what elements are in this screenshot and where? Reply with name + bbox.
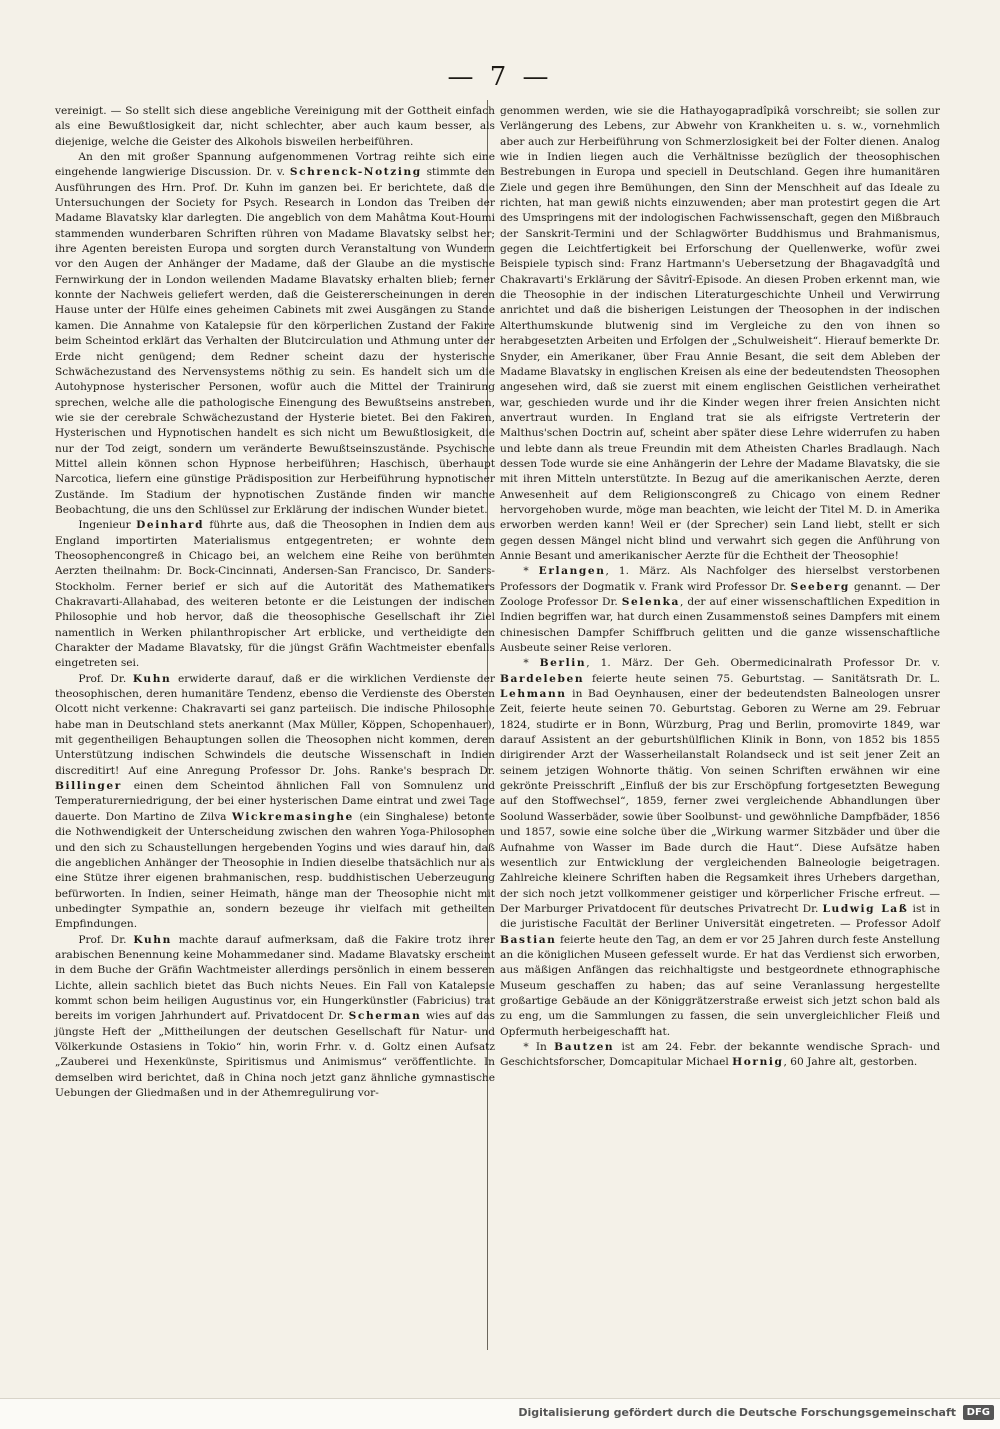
spaced-name: Erlangen (538, 565, 606, 578)
text-run: feierte heute den Tag, an dem er vor 25 Jahren durch feste Anstellung an die königlichen Museen gefesselt wurde. Er hat das Verdienst sich erworben, aus mäßigen Anfängen das reichhaltigste und bestgeordnete ethnographische Museum geschaffen zu haben; das auf seine Veranlassung hergestellte großartige Gebäude an der Königgrätzerstraße erweist sich jetzt schon bald als zu eng, um die Sammlungen zu fassen, die sein unvergleichlicher Fleiß und Opfermuth herbeigeschafft hat. (500, 933, 940, 1038)
text-run: Prof. Dr. (78, 933, 134, 946)
footer-credit: Digitalisierung gefördert durch die Deutsche Forschungsgemeinschaft (518, 1406, 956, 1419)
paragraph (500, 656, 940, 1040)
spaced-name: Schrenck-Notzing (289, 166, 422, 179)
text-run: wies auf das jüngste Heft der „Mittheilungen der deutschen Gesellschaft für Natur- und Völkerkunde Ostasiens in Tokio“ hin, worin Frhr. v. d. Goltz einen Aufsatz „Zauberei und Hexenkünste, Spiritismus und Animismus“ veröffentlichte. In demselben wird berichtet, daß in China noch jetzt ganz ähnliche gymnastische Uebungen der Gliedmaßen und in der Athemregulirung vor- (55, 1010, 495, 1099)
spaced-name: Selenka (621, 596, 680, 608)
text-run: vereinigt. — So stellt sich diese angebliche Vereinigung mit der Gottheit einfach als eine Bewußtlosigkeit dar, nicht schlechter, aber auch kaum besser, als diejenige, welche die Geister des Alkohols bisweilen herbeiführen. (55, 105, 495, 148)
paragraph (55, 672, 495, 933)
text-run: * (523, 565, 539, 578)
text-run: * (523, 657, 540, 670)
left-column (55, 104, 495, 1101)
paragraph (55, 933, 495, 1102)
spaced-name: Ludwig Laß (822, 902, 909, 915)
spaced-name: Bastian (500, 933, 557, 946)
right-column (500, 104, 940, 1071)
page-number: — 7 — (447, 62, 553, 92)
text-run: feierte heute seinen 75. Geburtstag. — Sanitätsrath Dr. L. (584, 672, 940, 685)
paragraph (500, 1040, 940, 1071)
spaced-name: Berlin (539, 657, 587, 670)
spaced-name: Seeberg (790, 580, 850, 593)
text-run: genommen werden, wie sie die Hathayogapradîpikâ vorschreibt; sie sollen zur Verlängerung des Lebens, zur Abwehr von Krankheiten u. s. w., vornehmlich aber auch zur Herbeiführung von Schmerzlosigkeit bei der Folter dienen. Analog wie in Indien liegen auch die Verhältnisse bezüglich der theosophischen Bestrebungen in Europa und speciell in Deutschland. Gegen ihre humanitären Ziele und gegen ihre Bemühungen, den Sinn der Menschheit auf das Ideale zu richten, hat man gewiß nichts einzuwenden; aber man protestirt gegen die Art des Umspringens mit der indologischen Fachwissenschaft, gegen den Mißbrauch der Sanskrit-Termini und der Schlagwörter Buddhismus und Brahmanismus, gegen die Leichtfertigkeit bei Erforschung der Quellenwerke, wofür zwei Beispiele typisch sind: Franz Hartmann's Uebersetzung der Bhagavadgîtâ und Chakravarti's Erklärung der Sâvitrî-Episode. An diesen Proben erkennt man, wie die Theosophie in der indischen Literaturgeschichte Unheil und Verwirrung anrichtet und daß die bisherigen Leistungen der Theosophen in der indischen Alterthumskunde blutwenig sind im Vergleiche zu den von ihnen so herabgesetzten Arbeiten und Erfolgen der „Schulweisheit“. Hierauf bemerkte Dr. Snyder, ein Amerikaner, über Frau Annie Besant, die seit dem Ableben der Madame Blavatsky in englischen Kreisen als eine der bedeutendsten Theosophen angesehen wird, daß sie zuerst mit einem englischen Geistlichen verheirathet war, geschieden wurde und ihr die Kinder wegen ihrer freien Ansichten nicht anvertraut wurden. In England trat sie als eifrigste Vertreterin der Malthus'schen Doctrin auf, scheint aber später diese Lehre widerrufen zu haben und lebte dann als treue Freundin mit dem Atheisten Charles Bradlaugh. Nach dessen Tode wurde sie eine Anhängerin der Lehre der Madame Blavatsky, die sie mit ihren Mitteln unterstützte. In Bezug auf die amerikanischen Aerzte, deren Anwesenheit auf dem Religionscongreß zu Chicago von einem Redner hervorgehoben wurde, möge man beachten, wie leicht der Titel M. D. in Amerika erworben werden kann! Weil er (der Sprecher) sein Land liebt, stellt er sich gegen dessen Mängel nicht blind und verwahrt sich gegen die Anführung von Annie Besant und amerikanischer Aerzte für die Echtheit der Theosophie! (500, 105, 940, 562)
text-run: (ein Singhalese) betonte die Nothwendigkeit der Unterscheidung zwischen den wahren Yoga-Philosophen und den sich zu Schaustellungen hergebenden Yogins und wies darauf hin, daß die angeblichen Anhänger der Theosophie in Indien dieselbe thatsächlich nur als eine Stütze ihrer eigenen brahmanischen, resp. buddhistischen Ueberzeugung befürworten. In Indien, seiner Heimath, hänge man der Theosophie nicht mit unbedingter Sympathie an, sondern bezeuge ihr vielfach mit getheilten Empfindungen. (55, 810, 495, 931)
text-run: Ingenieur (78, 519, 137, 532)
spaced-name: Bautzen (554, 1040, 615, 1053)
footer-bar (0, 1398, 1000, 1429)
text-run: An den mit großer Spannung aufgenommenen Vortrag reihte sich eine eingehende langwierige Discussion. Dr. v. (55, 151, 495, 179)
paragraph (500, 104, 940, 564)
text-run: ist in die juristische Facultät der Berliner Universität eingetreten. — Professor Adolf (500, 902, 940, 931)
text-run: genannt. — Der Zoologe Professor Dr. (500, 580, 941, 608)
text-run: , der auf einer wissenschaftlichen Expedition in Indien begriffen war, hat durch einen Zusammenstoß seines Dampfers mit einem chinesischen Dampfer Schiffbruch gelitten und die ganze wissenschaftliche Ausbeute seiner Reise verloren. (500, 596, 940, 655)
paragraph (55, 104, 495, 150)
spaced-name: Kuhn (133, 933, 172, 946)
text-run: , 1. März. Der Geh. Obermedicinalrath Professor Dr. v. (586, 657, 940, 670)
text-run: , 60 Jahre alt, gestorben. (783, 1056, 918, 1069)
text-run: * In (523, 1040, 555, 1053)
text-run: , 1. März. Als Nachfolger des hierselbst verstorbenen Professors der Dogmatik v. Frank wird Professor Dr. (500, 565, 940, 593)
text-run: ist am 24. Febr. der bekannte wendische Sprach- und Geschichtsforscher, Domcapitular Michael (500, 1040, 940, 1069)
text-run: in Bad Oeynhausen, einer der bedeutendsten Balneologen unsrer Zeit, feierte heute seinen 70. Geburtstag. Geboren zu Werne am 29. Februar 1824, studirte er in Bonn, Würzburg, Prag und Berlin, promovirte 1849, war darauf Assistent an der geburtshülflichen Klinik in Bonn, von 1852 bis 1855 dirigirender Arzt der Wasserheilanstalt Rolandseck und ist seit jener Zeit an seinem jetzigen Wohnorte thätig. Von seinen Schriften erwähnen wir eine gekrönte Preisschrift „Einfluß der bis zur Erschöpfung fortgesetzten Bewegung auf den Stoffwechsel“, 1859, ferner zwei vergleichende Abhandlungen über Soolund Wasserbäder, sowie über Soolbunst- und gewöhnliche Dampfbäder, 1856 und 1857, sowie eine solche über die „Wirkung warmer Sitzbäder und über die Aufnahme von Wasser im Bade durch die Haut“. Diese Aufsätze haben wesentlich zur Entwicklung der vergleichenden Balneologie beigetragen. Zahlreiche kleinere Schriften haben die Regsamkeit ihres Urhebers dargethan, der sich noch jetzt vollkommener geistiger und körperlicher Frische erfreut. — Der Marburger Privatdocent für deutsches Privatrecht Dr. (500, 688, 940, 915)
text-run: führte aus, daß die Theosophen in Indien dem aus England importirten Materialismus entgegentreten; er wohnte dem Theosophencongreß in Chicago bei, an welchem eine Reihe von berühmten Aerzten theilnahm: Dr. Bock-Cincinnati, Andersen-San Francisco, Dr. Sanders-Stockholm. Ferner berief er sich auf die Autorität des Mathematikers Chakravarti-Allahabad, des weiteren betonte er die Leistungen der indischen Philosophie und hob hervor, daß die theosophische Gesellschaft ihr Ziel namentlich in Werken philanthropischer Art erblicke, und vertheidigte den Charakter der Madame Blavatsky, für die jüngst Gräfin Wachtmeister ebenfalls eingetreten sei. (55, 519, 496, 670)
spaced-name: Deinhard (136, 519, 205, 532)
text-run: Prof. Dr. (78, 672, 133, 685)
spaced-name: Billinger (55, 780, 122, 793)
spaced-name: Hornig (732, 1056, 784, 1069)
text-run: machte darauf aufmerksam, daß die Fakire trotz ihrer arabischen Benennung keine Mohammedaner sind. Madame Blavatsky erscheint in dem Buche der Gräfin Wachtmeister allerdings persönlich in einem besseren Lichte, allein sachlich bietet das Buch nichts Neues. Ein Fall von Katalepsie kommt schon beim heiligen Augustinus vor, ein Hungerkünstler (Fabricius) trat bereits im vorigen Jahrhundert auf. Privatdocent Dr. (55, 933, 495, 1023)
text-run: erwiderte darauf, daß er die wirklichen Verdienste der theosophischen, deren humanitäre Tendenz, ebenso die Verdienste des Obersten Olcott nicht verkenne: Chakravarti sei ganz parteiisch. Die indische Philosophie habe man in Deutschland stets anerkannt (Max Müller, Köppen, Schopenhauer), mit gegentheiligen Behauptungen sollen die Theosophen nicht kommen, deren Unterstützung indischen Schwindels die deutsche Wissenschaft in Indien discreditirt! Auf eine Anregung Professor Dr. Johs. Ranke's besprach Dr. (55, 672, 495, 777)
spaced-name: Lehmann (500, 688, 567, 701)
spaced-name: Wickremasinghe (232, 810, 354, 823)
spaced-name: Kuhn (132, 672, 172, 685)
text-run: einen dem Scheintod ähnlichen Fall von Somnulenz und Temperaturerniedrigung, der bei einer hysterischen Dame eintrat und zwei Tage dauerte. Don Martino de Zilva (55, 780, 495, 823)
paragraph (500, 564, 940, 656)
dfg-logo: DFG (963, 1405, 994, 1420)
spaced-name: Bardeleben (500, 672, 585, 685)
paragraph (55, 518, 495, 671)
paragraph (55, 150, 495, 518)
spaced-name: Scherman (348, 1010, 422, 1023)
text-run: stimmte den Ausführungen des Hrn. Prof. Dr. Kuhn im ganzen bei. Er berichtete, daß die Untersuchungen der Society for Psych. Research in London das Treiben der Madame Blavatsky klar darlegten. Die angeblich von dem Mahâtma Kout-Houmi stammenden wunderbaren Schriften rühren von Madame Blavatsky selbst her; ihre Agenten bereisten Europa und sorgten durch Veranstaltung von Wundern vor den Augen der Anhänger der Madame, daß der Glaube an die mystische Fernwirkung der in London weilenden Madame Blavatsky erhalten blieb; ferner konnte der Nachweis geliefert werden, daß die Geistererscheinungen in deren Hause unter der Hülfe eines geheimen Cabinets mit zwei Ausgängen zu Stande kamen. Die Annahme von Katalepsie für den körperlichen Zustand der Fakire beim Scheintod erklärt das Verhalten der Blutcirculation und Athmung unter der Erde nicht genügend; dem Redner scheint dazu der hysterische Schwächezustand des Nervensystems nöthig zu sein. Es handelt sich um die Autohypnose hysterischer Personen, wofür auch die Mittel der Trainirung sprechen, welche alle die pathologische Einengung des Bewußtseins anstreben, wie sie der cerebrale Schwächezustand der Hysterie bietet. Bei den Fakiren, Hysterischen und Hypnotischen handelt es sich nicht um Bewußtlosigkeit, die nur der Tod zeigt, sondern um veränderte Bewußtseinszustände. Psychische Mittel allein können schon Hypnose herbeiführen; Haschisch, überhaupt Narcotica, liefern eine günstige Prädisposition zur Herbeiführung hypnotischer Zustände. Im Stadium der hypnotischen Zustände finden wir manche Beobachtung, die uns den Schlüssel zur Erklärung der indischen Wunder bietet. (55, 166, 495, 516)
